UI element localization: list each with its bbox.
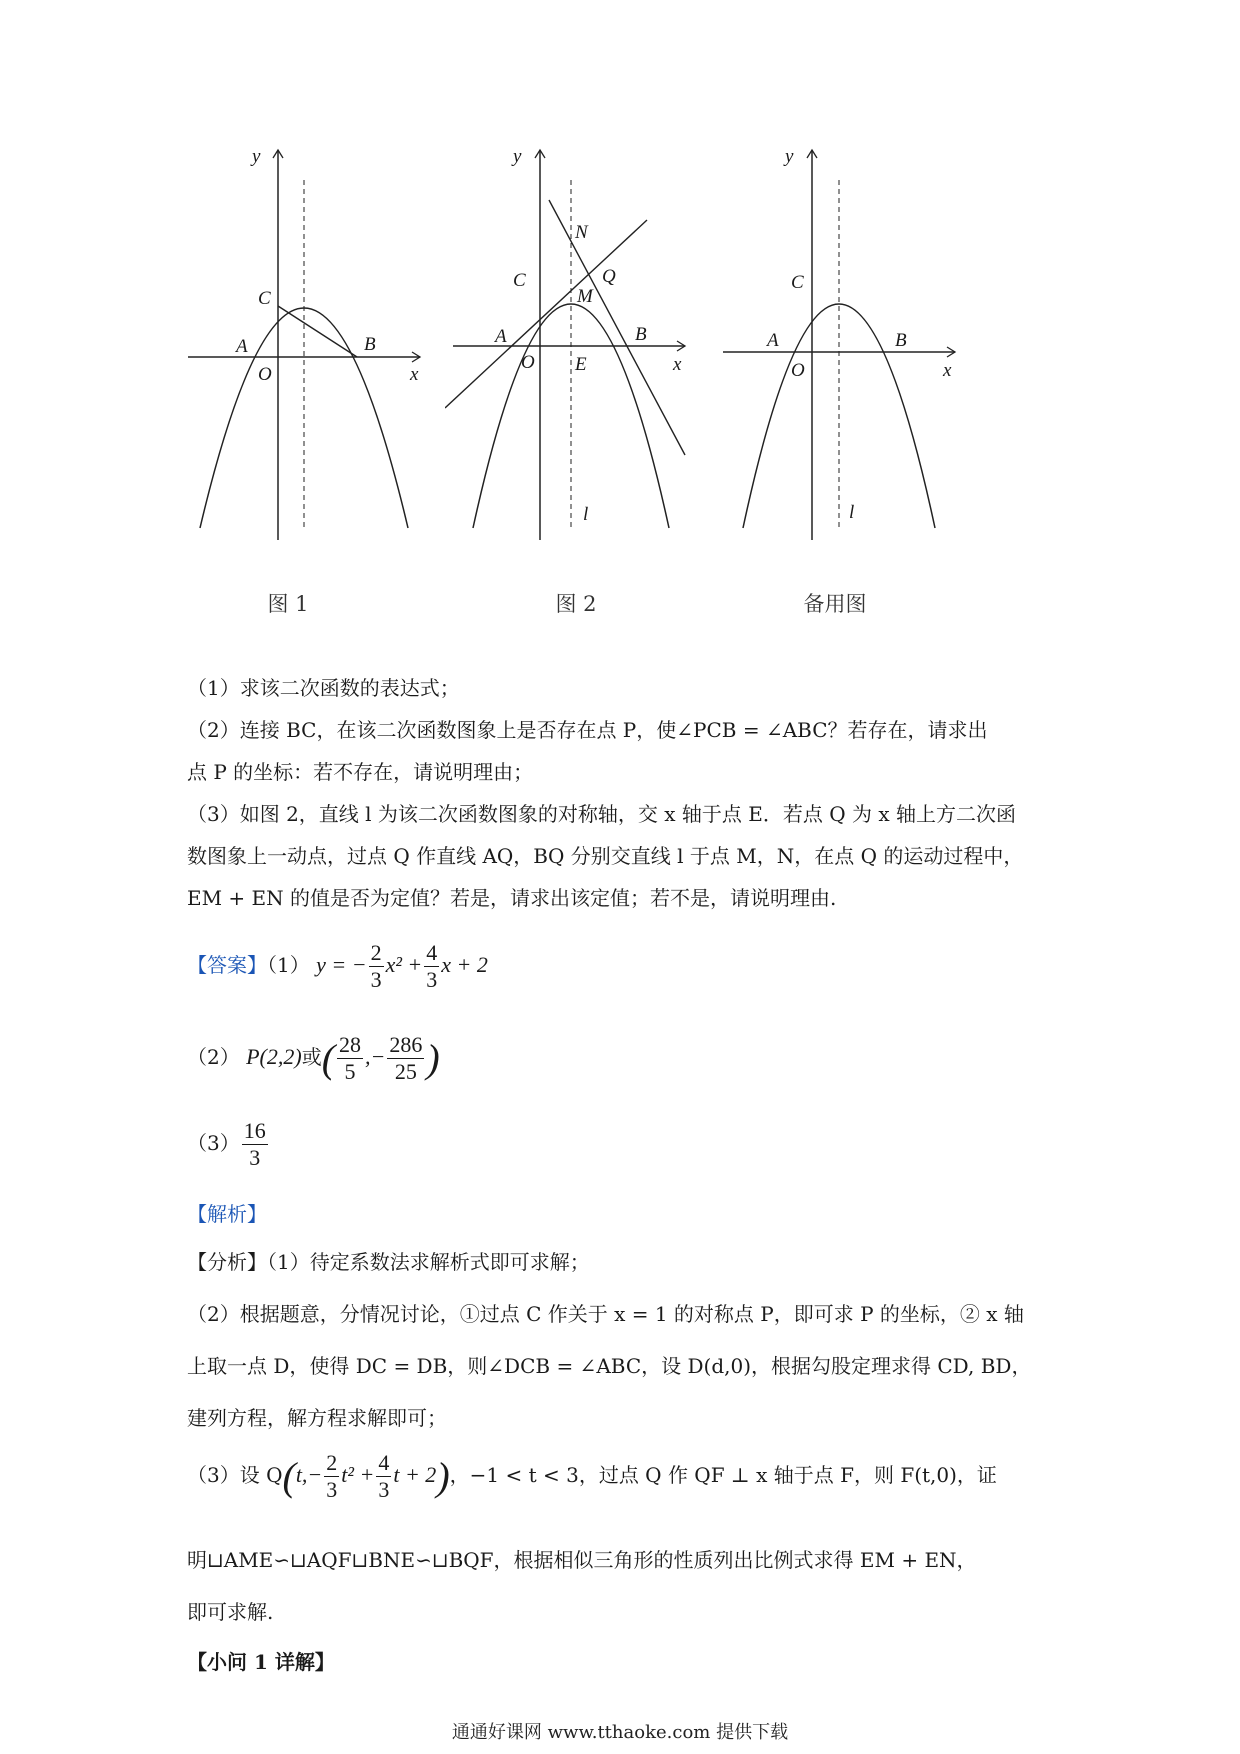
label-l: l: [849, 502, 855, 523]
answer-2-point: P(2,2): [246, 1044, 302, 1069]
analysis-2-line-1: （2）根据题意，分情况讨论，①过点 C 作关于 x = 1 的对称点 P，即可求 P 的坐标，② x 轴: [187, 1302, 1024, 1326]
figure-2: [445, 140, 715, 560]
question-3-line-2: 数图象上一动点，过点 Q 作直线 AQ，BQ 分别交直线 l 于点 M，N，在点 Q 的运动过程中，: [187, 844, 1024, 868]
label-c: C: [513, 270, 526, 291]
caption-figure-2: 图 2: [555, 592, 597, 616]
line-aq: [445, 220, 647, 408]
label-c: C: [258, 288, 271, 309]
label-m: M: [577, 286, 593, 307]
question-3-line-1: （3）如图 2，直线 l 为该二次函数图象的对称轴，交 x 轴于点 E．若点 Q 为 x 轴上方二次函: [187, 802, 1016, 826]
analysis-tag: 【解析】: [187, 1202, 267, 1226]
answer-tag: 【答案】: [187, 953, 267, 977]
figure-2-graph: [445, 140, 715, 560]
answer-1-lhs: y = −: [316, 952, 367, 977]
figure-backup: [715, 140, 985, 560]
question-1: （1）求该二次函数的表达式；: [187, 676, 460, 700]
answer-1: [187, 940, 488, 993]
analysis-3-t: t,−: [295, 1462, 323, 1487]
label-x: x: [673, 354, 682, 375]
footer: 通通好课网 www.tthaoke.com 提供下载: [451, 1722, 789, 1743]
label-x: x: [943, 360, 952, 381]
answer-3: [187, 1118, 270, 1171]
question-2-line-1: （2）连接 BC，在该二次函数图象上是否存在点 P，使∠PCB = ∠ABC？若存在，请求出: [187, 718, 988, 742]
label-b: B: [895, 330, 907, 351]
label-c: C: [791, 272, 804, 293]
answer-2-frac-1: $\frac{28}{5}$: [339, 1032, 362, 1084]
label-x: x: [410, 364, 419, 385]
label-a: A: [495, 326, 507, 347]
question-2-line-2: 点 P 的坐标：若不存在，请说明理由；: [187, 760, 534, 784]
analysis-2-line-2: 上取一点 D，使得 DC = DB，则∠DCB = ∠ABC，设 D(d,0)，根据勾股定理求得 CD, BD，: [187, 1354, 1032, 1378]
label-o: O: [791, 360, 805, 381]
answer-3-prefix: （3）: [187, 1131, 240, 1155]
analysis-3-line-1: （3）设 Q(t,− $\frac{2}{3}$ t² + $\frac{4}{3}$ t + 2)，−1 < t < 3，过点 Q 作 QF ⊥ x 轴于点 F，则 F(t,0)，证: [187, 1450, 997, 1502]
analysis-3-tail: t + 2: [393, 1462, 437, 1487]
question-3-line-3: EM + EN 的值是否为定值？若是，请求出该定值；若不是，请说明理由.: [187, 886, 837, 910]
caption-figure-backup: 备用图: [803, 592, 867, 616]
analysis-3-frac-1: $\frac{2}{3}$: [326, 1450, 338, 1502]
answer-1-frac-2: $\frac{4}{3}$: [426, 940, 438, 992]
label-q: Q: [602, 266, 616, 287]
label-b: B: [635, 324, 647, 345]
answer-1-tail: x + 2: [441, 952, 488, 977]
label-a: A: [236, 336, 248, 357]
analysis-3-post: ，−1 < t < 3，过点 Q 作 QF ⊥ x 轴于点 F，则 F(t,0)，证: [449, 1463, 997, 1487]
label-e: E: [575, 354, 587, 375]
analysis-3-frac-2: $\frac{4}{3}$: [378, 1450, 390, 1502]
answer-2-frac-2: $\frac{286}{25}$: [389, 1032, 423, 1084]
caption-figure-1: 图 1: [267, 592, 309, 616]
label-a: A: [767, 330, 779, 351]
answer-2: （2） P(2,2)或( $\frac{28}{5}$ ,− $\frac{286}{25}$ ): [187, 1032, 440, 1084]
analysis-3-mid: t² +: [341, 1462, 375, 1487]
segment-cb: [278, 306, 357, 357]
answer-1-mid: x² +: [385, 952, 423, 977]
label-o: O: [258, 364, 272, 385]
answer-1-prefix: （1）: [267, 953, 310, 977]
answer-2-or: 或: [301, 1045, 322, 1069]
label-l: l: [583, 504, 589, 525]
analysis-fenxi: 【分析】（1）待定系数法求解析式即可求解；: [187, 1250, 590, 1274]
analysis-3-pre: （3）设 Q: [187, 1463, 283, 1487]
label-y: y: [785, 146, 794, 167]
line-bq: [549, 200, 685, 455]
label-o: O: [521, 352, 535, 373]
analysis-3-line-2: 明⊔AME∽⊔AQF⊔BNE∽⊔BQF，根据相似三角形的性质列出比例式求得 EM + EN，: [187, 1548, 977, 1572]
label-b: B: [364, 334, 376, 355]
analysis-3-line-3: 即可求解.: [187, 1600, 274, 1624]
label-n: N: [575, 222, 588, 243]
label-y: y: [513, 146, 522, 167]
answer-1-frac-1: $\frac{2}{3}$: [370, 940, 382, 992]
figure-backup-graph: [715, 140, 985, 560]
figure-1: [180, 140, 450, 560]
answer-2-sep: ,−: [365, 1044, 386, 1069]
answer-3-frac: $\frac{16}{3}$: [243, 1118, 266, 1170]
analysis-2-line-3: 建列方程，解方程求解即可；: [187, 1406, 447, 1430]
answer-2-prefix: （2）: [187, 1045, 240, 1069]
sub-question-1-heading: 【小问 1 详解】: [187, 1650, 335, 1674]
label-y: y: [252, 146, 261, 167]
figure-1-graph: [180, 140, 450, 560]
